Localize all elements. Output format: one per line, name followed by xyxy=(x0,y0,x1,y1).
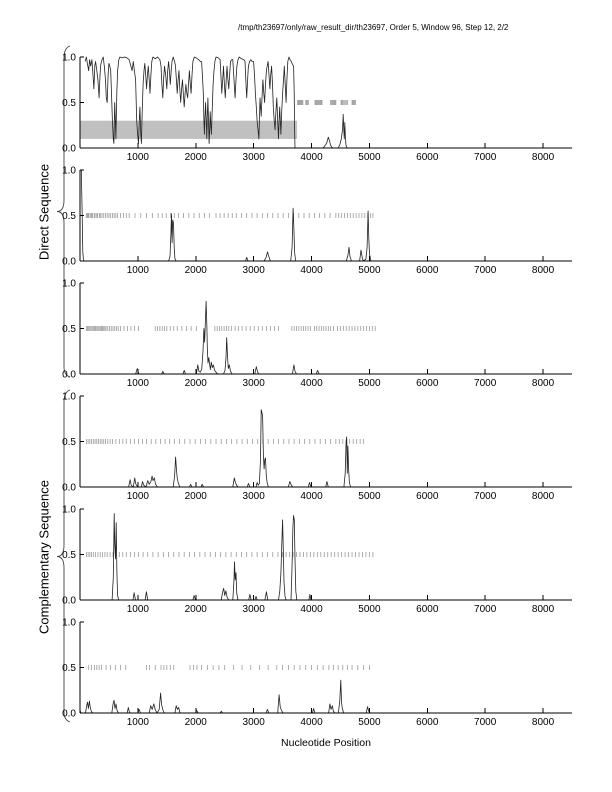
axes xyxy=(80,622,572,713)
svg-text:6000: 6000 xyxy=(416,717,439,728)
svg-text:5000: 5000 xyxy=(358,491,381,502)
svg-text:7000: 7000 xyxy=(474,378,497,389)
svg-text:2000: 2000 xyxy=(184,604,207,615)
svg-text:6000: 6000 xyxy=(416,265,439,276)
svg-text:1.0: 1.0 xyxy=(62,278,76,290)
svg-text:4000: 4000 xyxy=(300,152,323,163)
svg-text:0.0: 0.0 xyxy=(62,143,76,155)
y-tick-labels xyxy=(62,392,76,494)
y-tick-labels xyxy=(62,618,76,720)
svg-text:8000: 8000 xyxy=(531,604,555,615)
svg-text:3000: 3000 xyxy=(242,491,265,502)
svg-text:0.0: 0.0 xyxy=(62,482,76,494)
svg-text:1.0: 1.0 xyxy=(62,504,76,516)
svg-text:7000: 7000 xyxy=(474,604,497,615)
svg-text:6000: 6000 xyxy=(416,378,439,389)
svg-text:0.0: 0.0 xyxy=(62,595,76,607)
x-axis-title: Nucleotide Position xyxy=(281,737,371,749)
svg-text:1.0: 1.0 xyxy=(62,52,76,64)
svg-text:3000: 3000 xyxy=(242,717,265,728)
svg-text:4000: 4000 xyxy=(300,604,323,615)
svg-text:8000: 8000 xyxy=(531,717,555,728)
y-tick-labels xyxy=(62,279,76,381)
data-curve xyxy=(80,410,572,487)
svg-text:5000: 5000 xyxy=(358,378,381,389)
rug-marks xyxy=(89,665,370,670)
svg-text:2000: 2000 xyxy=(184,717,207,728)
axes xyxy=(80,170,572,261)
axes xyxy=(80,396,572,487)
svg-text:0.5: 0.5 xyxy=(62,663,76,674)
rug-marks xyxy=(86,326,375,331)
panel-6 xyxy=(0,610,612,728)
svg-text:2000: 2000 xyxy=(184,378,207,389)
svg-text:1.0: 1.0 xyxy=(62,391,76,403)
y-tick-labels xyxy=(62,505,76,607)
panel-svg-5 xyxy=(0,497,612,615)
svg-text:1000: 1000 xyxy=(126,717,150,728)
x-tick-labels xyxy=(127,717,555,728)
svg-text:5000: 5000 xyxy=(358,152,381,163)
y-tick-labels xyxy=(62,166,76,268)
rug-marks xyxy=(298,100,356,105)
rug-marks xyxy=(86,213,373,218)
svg-text:0.5: 0.5 xyxy=(62,550,76,561)
data-curve xyxy=(80,170,572,261)
panel-5 xyxy=(0,497,612,615)
svg-text:0.5: 0.5 xyxy=(62,98,76,109)
panel-3 xyxy=(0,271,612,389)
svg-text:1000: 1000 xyxy=(126,265,150,276)
svg-text:4000: 4000 xyxy=(300,717,323,728)
svg-text:3000: 3000 xyxy=(242,378,265,389)
svg-text:8000: 8000 xyxy=(531,152,555,163)
data-curve xyxy=(80,514,572,601)
svg-text:1.0: 1.0 xyxy=(62,165,76,177)
panel-4 xyxy=(0,384,612,502)
svg-text:8000: 8000 xyxy=(531,378,555,389)
rug-marks xyxy=(86,552,373,557)
group-label-complementary-sequence: Complementary Sequence xyxy=(36,480,52,634)
svg-text:2000: 2000 xyxy=(184,491,207,502)
svg-text:4000: 4000 xyxy=(300,265,323,276)
svg-text:7000: 7000 xyxy=(474,265,497,276)
svg-text:5000: 5000 xyxy=(358,604,381,615)
svg-text:4000: 4000 xyxy=(300,491,323,502)
panel-1 xyxy=(0,45,612,163)
svg-text:1000: 1000 xyxy=(126,604,150,615)
svg-text:2000: 2000 xyxy=(184,265,207,276)
panel-svg-2 xyxy=(0,158,612,276)
group-label-direct-sequence: Direct Sequence xyxy=(36,163,52,261)
y-tick-labels xyxy=(62,53,76,155)
data-curve xyxy=(80,680,572,713)
svg-text:1000: 1000 xyxy=(126,378,150,389)
figure-title: /tmp/th23697/only/raw_result_dir/th23697, Order 5, Window 96, Step 12, 2/2 xyxy=(238,23,509,32)
svg-text:0.5: 0.5 xyxy=(62,437,76,448)
panel-svg-6 xyxy=(0,610,612,728)
svg-text:6000: 6000 xyxy=(416,604,439,615)
svg-text:4000: 4000 xyxy=(300,378,323,389)
svg-text:5000: 5000 xyxy=(358,265,381,276)
svg-text:0.0: 0.0 xyxy=(62,369,76,381)
svg-text:7000: 7000 xyxy=(474,152,497,163)
svg-text:8000: 8000 xyxy=(531,491,555,502)
svg-text:7000: 7000 xyxy=(474,717,497,728)
panel-svg-1 xyxy=(0,45,612,163)
svg-text:7000: 7000 xyxy=(474,491,497,502)
svg-text:6000: 6000 xyxy=(416,491,439,502)
svg-text:3000: 3000 xyxy=(242,604,265,615)
svg-text:1000: 1000 xyxy=(126,491,150,502)
svg-text:8000: 8000 xyxy=(531,265,555,276)
svg-text:0.5: 0.5 xyxy=(62,324,76,335)
svg-text:0.5: 0.5 xyxy=(62,211,76,222)
svg-text:3000: 3000 xyxy=(242,265,265,276)
svg-text:1000: 1000 xyxy=(126,152,150,163)
axes xyxy=(80,509,572,600)
panel-svg-3 xyxy=(0,271,612,389)
svg-text:5000: 5000 xyxy=(358,717,381,728)
svg-text:0.0: 0.0 xyxy=(62,708,76,720)
svg-text:1.0: 1.0 xyxy=(62,617,76,629)
panel-svg-4 xyxy=(0,384,612,502)
svg-text:6000: 6000 xyxy=(416,152,439,163)
data-curve xyxy=(80,301,572,374)
svg-text:0.0: 0.0 xyxy=(62,256,76,268)
svg-text:2000: 2000 xyxy=(184,152,207,163)
rug-marks xyxy=(86,439,363,444)
panel-2 xyxy=(0,158,612,276)
svg-text:3000: 3000 xyxy=(242,152,265,163)
